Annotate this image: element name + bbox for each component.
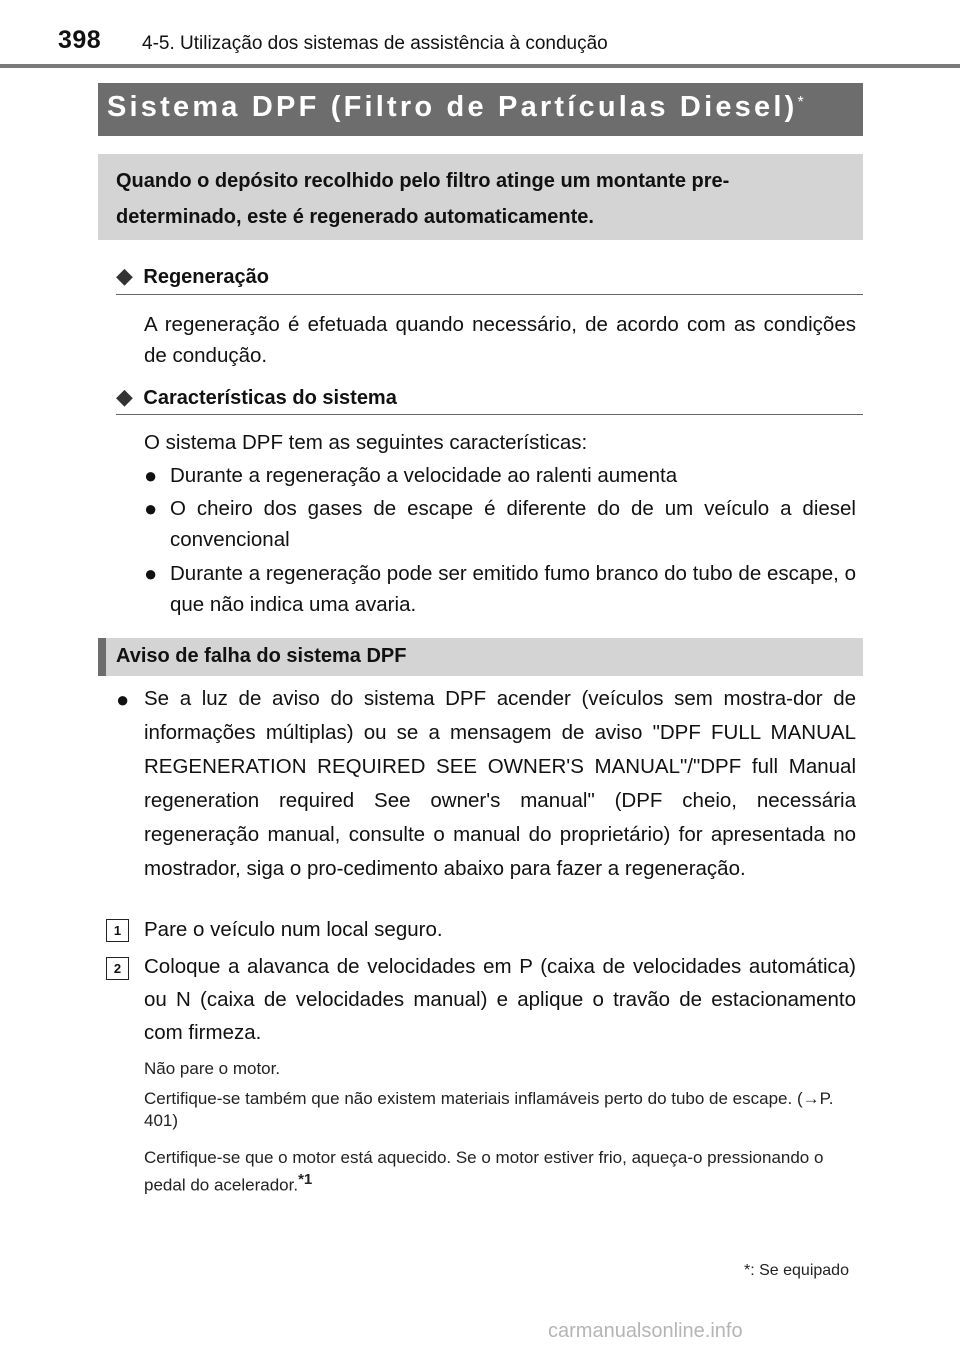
bullet-icon: ● <box>144 561 158 586</box>
intro-text <box>116 163 856 235</box>
feature-bullet-3: Durante a regeneração pode ser emitido fumo branco do tubo de escape, o que não indica uma avaria. <box>170 562 856 616</box>
note-warm-engine <box>144 1147 856 1197</box>
step-number-2: 2 <box>106 957 129 980</box>
warning-heading: Aviso de falha do sistema DPF <box>116 645 407 667</box>
step-2-text: Coloque a alavanca de velocidades em P (caixa de velocidades automática) ou N (caixa de velocidades manual) e aplique o travão de estacionamento com firmeza. <box>144 955 856 1044</box>
diamond-icon: ◆ <box>116 263 133 288</box>
page-number: 398 <box>58 26 102 54</box>
intro-line-1: Quando o depósito recolhido pelo filtro atinge um montante pre- <box>116 170 730 192</box>
page-title <box>107 85 804 129</box>
bullet-icon: ● <box>144 463 158 488</box>
chapter-heading: 4-5. Utilização dos sistemas de assistência à condução <box>142 33 608 54</box>
intro-line-2: determinado, este é regenerado automaticamente. <box>116 206 594 228</box>
warning-heading-accent <box>98 638 106 676</box>
equipped-marker: * <box>797 94 804 111</box>
note-engine: Não pare o motor. <box>144 1059 281 1078</box>
regeneration-divider <box>116 294 863 295</box>
regeneration-heading-text: Regeneração <box>143 266 269 288</box>
features-intro: O sistema DPF tem as seguintes características: <box>144 431 588 454</box>
step-1-text: Pare o veículo num local seguro. <box>144 918 443 941</box>
regeneration-text: A regeneração é efetuada quando necessário, de acordo com as condições de condução. <box>144 313 856 367</box>
regeneration-heading <box>116 263 269 289</box>
features-heading <box>116 384 397 410</box>
footnote-equipped: *: Se equipado <box>744 1262 849 1279</box>
note-flammables: Certifique-se também que não existem materiais inflamáveis perto do tubo de escape. (→P. 401) <box>144 1089 834 1130</box>
diamond-icon: ◆ <box>116 384 133 409</box>
watermark: carmanualsonline.info <box>548 1320 743 1342</box>
note-warm-engine-text: Certifique-se que o motor está aquecido. Se o motor estiver frio, aqueça-o pressionando o pedal do acelerador. <box>144 1148 824 1195</box>
warning-paragraph: Se a luz de aviso do sistema DPF acender (veículos sem mostra-dor de informações múltiplas) ou se a mensagem de aviso "DPF FULL MANUAL REGENERATION REQUIRED SEE OWNER'S MANUAL"/"DPF full Manual regeneration required See owner's manual" (DPF cheio, necessária regeneração manual, consulte o manual do proprietário) for apresentada no mostrador, siga o pro-cedimento abaixo para fazer a regeneração. <box>144 687 856 880</box>
header-divider <box>0 64 960 68</box>
features-heading-text: Características do sistema <box>143 387 397 409</box>
feature-bullet-1: Durante a regeneração a velocidade ao ralenti aumenta <box>170 464 678 487</box>
features-divider <box>116 414 863 415</box>
page-title-text: Sistema DPF (Filtro de Partículas Diesel) <box>107 91 798 123</box>
feature-bullet-2: O cheiro dos gases de escape é diferente do de um veículo a diesel convencional <box>170 497 856 551</box>
bullet-icon: ● <box>116 687 130 712</box>
bullet-icon: ● <box>144 496 158 521</box>
step-number-1: 1 <box>106 919 129 942</box>
footnote-ref-1: *1 <box>298 1171 313 1188</box>
